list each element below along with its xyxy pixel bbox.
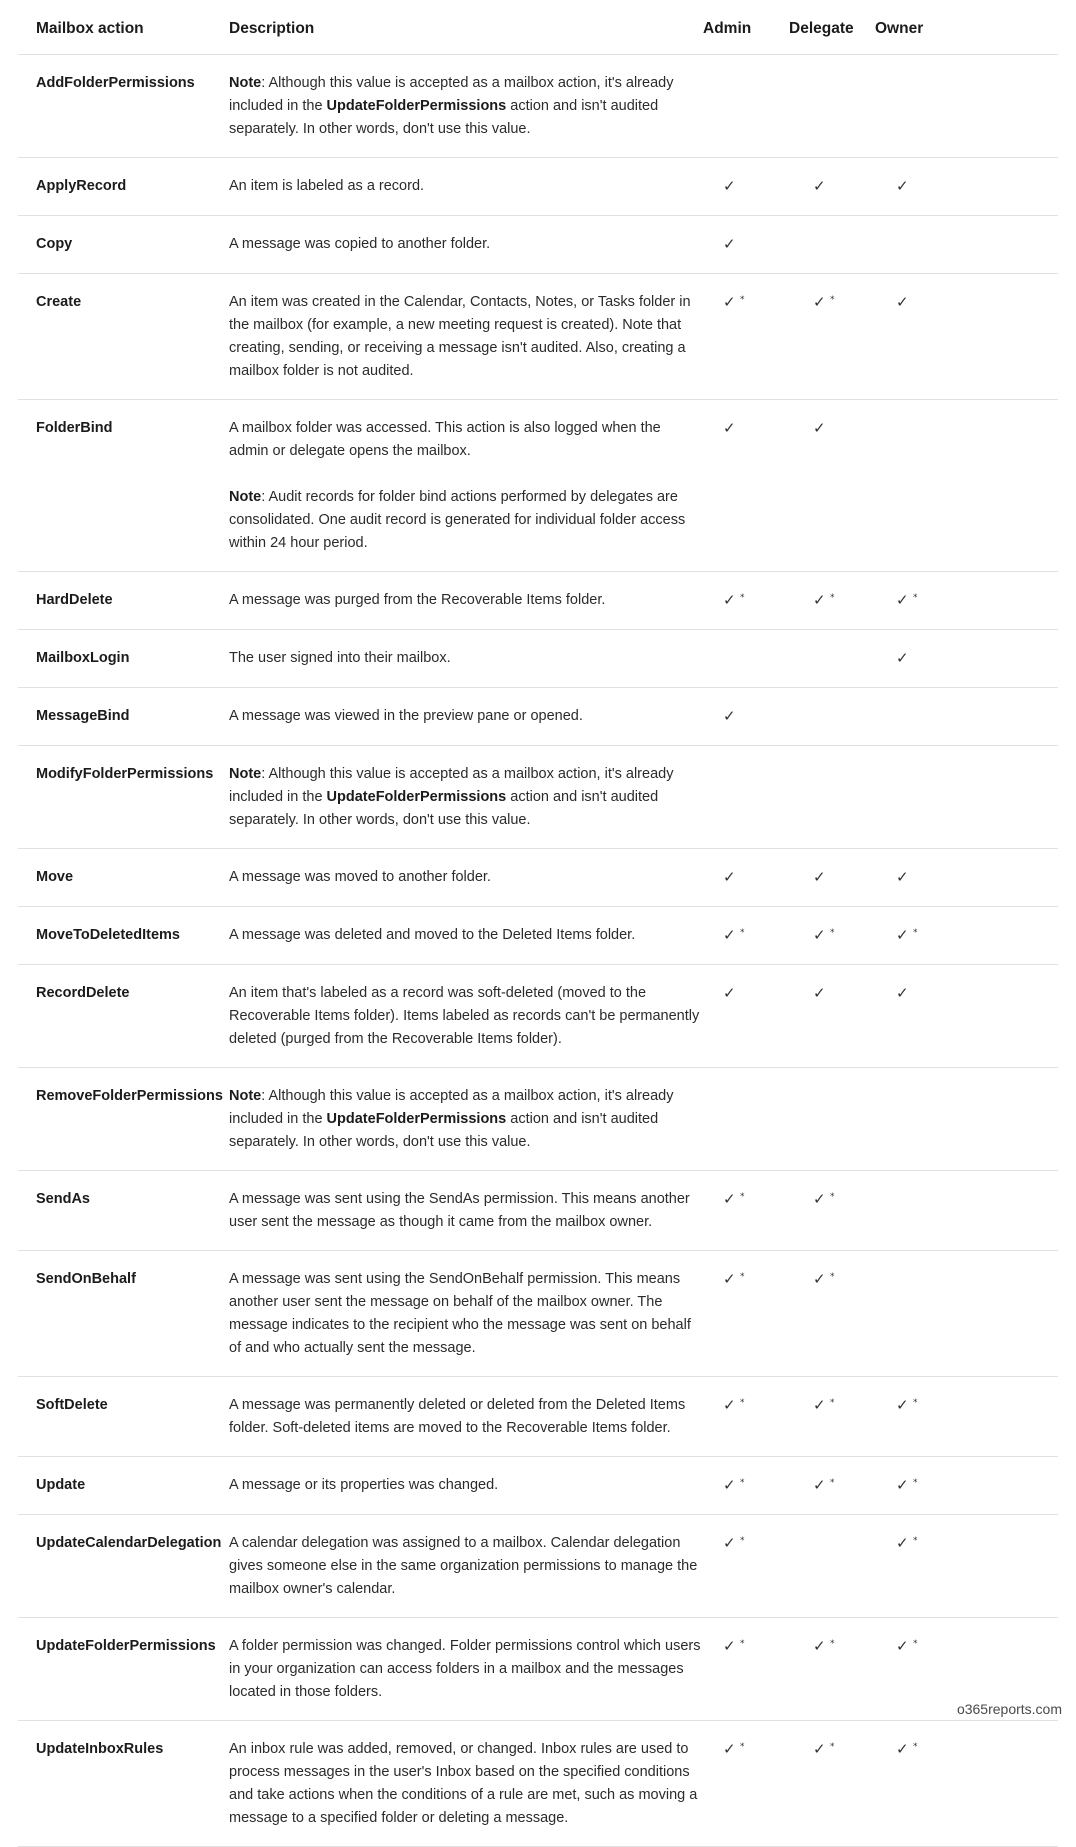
admin-cell	[703, 215, 789, 273]
owner-cell	[875, 571, 1058, 629]
delegate-cell	[789, 687, 875, 745]
delegate-cell	[789, 964, 875, 1067]
description-text: A message was viewed in the preview pane or opened.	[229, 707, 583, 724]
table-row	[18, 906, 1058, 964]
description-paragraph	[229, 705, 703, 728]
mailbox-action-name: ModifyFolderPermissions	[18, 745, 229, 848]
mailbox-action-name: Update	[18, 1456, 229, 1514]
asterisk-marker: *	[740, 1535, 745, 1546]
action-description	[229, 273, 703, 399]
checkmark-glyph: ✓	[723, 590, 736, 609]
admin-cell	[703, 1067, 789, 1170]
description-paragraph	[229, 72, 703, 141]
description-text: A message was deleted and moved to the Deleted Items folder.	[229, 926, 636, 943]
checkmark-glyph: ✓	[813, 176, 826, 195]
asterisk-marker: *	[830, 592, 835, 603]
admin-cell	[703, 399, 789, 571]
action-description	[229, 848, 703, 906]
checkmark-icon	[813, 866, 826, 890]
watermark: o365reports.com	[956, 1701, 1062, 1717]
table-row	[18, 745, 1058, 848]
mailbox-action-name: SoftDelete	[18, 1376, 229, 1456]
description-paragraph	[229, 175, 703, 198]
delegate-cell	[789, 1250, 875, 1376]
checkmark-glyph: ✓	[813, 1189, 826, 1208]
action-description	[229, 687, 703, 745]
action-description	[229, 1617, 703, 1720]
description-paragraph	[229, 763, 703, 832]
admin-cell	[703, 1720, 789, 1846]
checkmark-icon	[723, 175, 736, 199]
asterisk-marker: *	[830, 1638, 835, 1649]
delegate-cell	[789, 1720, 875, 1846]
asterisk-marker: *	[830, 1271, 835, 1282]
description-text: A message was moved to another folder.	[229, 868, 491, 885]
asterisk-marker: *	[740, 1191, 745, 1202]
admin-cell	[703, 1456, 789, 1514]
action-description	[229, 1376, 703, 1456]
checkmark-icon	[813, 417, 826, 441]
asterisk-marker: *	[740, 1271, 745, 1282]
table-body	[18, 54, 1058, 1846]
description-text: The user signed into their mailbox.	[229, 649, 451, 666]
owner-cell	[875, 964, 1058, 1067]
mailbox-action-name: MessageBind	[18, 687, 229, 745]
checkmark-glyph: ✓	[723, 234, 736, 253]
owner-cell	[875, 273, 1058, 399]
checkmark-icon	[723, 291, 745, 315]
checkmark-icon	[813, 1188, 835, 1212]
mailbox-action-name: Create	[18, 273, 229, 399]
checkmark-icon	[813, 924, 835, 948]
checkmark-icon	[723, 417, 736, 441]
action-description	[229, 964, 703, 1067]
table-row	[18, 687, 1058, 745]
checkmark-glyph: ✓	[813, 1395, 826, 1414]
asterisk-marker: *	[740, 1397, 745, 1408]
admin-cell	[703, 273, 789, 399]
description-paragraph	[229, 924, 703, 947]
checkmark-icon	[896, 866, 909, 890]
checkmark-icon	[813, 1738, 835, 1762]
checkmark-icon	[896, 924, 918, 948]
description-paragraph	[229, 486, 703, 555]
owner-cell	[875, 906, 1058, 964]
checkmark-glyph: ✓	[813, 867, 826, 886]
mailbox-action-name: UpdateInboxRules	[18, 1720, 229, 1846]
delegate-cell	[789, 848, 875, 906]
checkmark-icon	[813, 175, 826, 199]
owner-cell	[875, 687, 1058, 745]
description-text: An item is labeled as a record.	[229, 177, 425, 194]
checkmark-icon	[723, 1268, 745, 1292]
description-paragraph	[229, 233, 703, 256]
asterisk-marker: *	[830, 1477, 835, 1488]
mailbox-action-name: UpdateCalendarDelegation	[18, 1514, 229, 1617]
checkmark-glyph: ✓	[896, 648, 909, 667]
checkmark-glyph: ✓	[896, 1533, 909, 1552]
delegate-cell	[789, 399, 875, 571]
checkmark-icon	[896, 1738, 918, 1762]
description-text: An item that's labeled as a record was soft-deleted (moved to the Recoverable Items folder). Items labeled as records can't be permanently deleted (purged from the Recoverable Items folder).	[229, 984, 700, 1047]
owner-cell	[875, 1514, 1058, 1617]
checkmark-glyph: ✓	[813, 1269, 826, 1288]
description-bold-text: Note	[229, 765, 262, 782]
table-row	[18, 157, 1058, 215]
owner-cell	[875, 215, 1058, 273]
delegate-cell	[789, 1514, 875, 1617]
checkmark-glyph: ✓	[723, 418, 736, 437]
checkmark-glyph: ✓	[896, 1739, 909, 1758]
table-row	[18, 1067, 1058, 1170]
table-row	[18, 1720, 1058, 1846]
description-paragraph	[229, 417, 703, 463]
checkmark-glyph: ✓	[813, 292, 826, 311]
checkmark-glyph: ✓	[896, 176, 909, 195]
action-description	[229, 215, 703, 273]
checkmark-glyph: ✓	[896, 1636, 909, 1655]
delegate-cell	[789, 273, 875, 399]
asterisk-marker: *	[830, 1741, 835, 1752]
description-bold-text: Note	[229, 74, 262, 91]
description-paragraph	[229, 1738, 703, 1830]
owner-cell	[875, 1376, 1058, 1456]
asterisk-marker: *	[913, 592, 918, 603]
table-row	[18, 54, 1058, 157]
admin-cell	[703, 1376, 789, 1456]
checkmark-glyph: ✓	[813, 983, 826, 1002]
action-description	[229, 1456, 703, 1514]
checkmark-glyph: ✓	[896, 292, 909, 311]
checkmark-glyph: ✓	[896, 867, 909, 886]
delegate-cell	[789, 215, 875, 273]
admin-cell	[703, 1250, 789, 1376]
description-text: : Although this value is accepted as a mailbox action, it's already included in the	[229, 765, 674, 805]
delegate-cell	[789, 1376, 875, 1456]
checkmark-glyph: ✓	[896, 1475, 909, 1494]
table-row	[18, 1376, 1058, 1456]
owner-cell	[875, 848, 1058, 906]
description-text: action and isn't audited separately. In other words, don't use this value.	[229, 97, 659, 137]
checkmark-glyph: ✓	[723, 1739, 736, 1758]
description-text: A message was sent using the SendOnBehalf permission. This means another user sent the message on behalf of the mailbox owner. The message indicates to the recipient who the message was sent on behalf of and who actually sent the message.	[229, 1270, 691, 1356]
owner-cell	[875, 629, 1058, 687]
description-bold-text: UpdateFolderPermissions	[326, 1110, 507, 1127]
owner-cell	[875, 1170, 1058, 1250]
table-row	[18, 629, 1058, 687]
admin-cell	[703, 571, 789, 629]
checkmark-icon	[896, 1394, 918, 1418]
action-description	[229, 1170, 703, 1250]
asterisk-marker: *	[740, 1741, 745, 1752]
description-paragraph	[229, 1085, 703, 1154]
asterisk-marker: *	[913, 1397, 918, 1408]
checkmark-glyph: ✓	[723, 1533, 736, 1552]
description-text: : Audit records for folder bind actions performed by delegates are consolidated. One audit record is generated for individual folder access within 24 hour period.	[229, 488, 686, 551]
table-row	[18, 571, 1058, 629]
delegate-cell	[789, 157, 875, 215]
mailbox-action-name: MailboxLogin	[18, 629, 229, 687]
checkmark-glyph: ✓	[723, 1475, 736, 1494]
checkmark-glyph: ✓	[896, 1395, 909, 1414]
asterisk-marker: *	[913, 1477, 918, 1488]
action-description	[229, 157, 703, 215]
checkmark-glyph: ✓	[723, 1189, 736, 1208]
checkmark-glyph: ✓	[813, 590, 826, 609]
delegate-cell	[789, 1617, 875, 1720]
checkmark-glyph: ✓	[896, 925, 909, 944]
asterisk-marker: *	[913, 1638, 918, 1649]
mailbox-action-name: Copy	[18, 215, 229, 273]
checkmark-glyph: ✓	[723, 1395, 736, 1414]
owner-cell	[875, 157, 1058, 215]
table-row	[18, 399, 1058, 571]
mailbox-audit-table	[18, 0, 1058, 1847]
checkmark-glyph: ✓	[813, 1636, 826, 1655]
owner-cell	[875, 1067, 1058, 1170]
asterisk-marker: *	[740, 927, 745, 938]
description-paragraph	[229, 647, 703, 670]
description-paragraph	[229, 1474, 703, 1497]
table-row	[18, 1456, 1058, 1514]
checkmark-icon	[723, 1474, 745, 1498]
description-paragraph	[229, 589, 703, 612]
checkmark-glyph: ✓	[813, 418, 826, 437]
asterisk-marker: *	[740, 1638, 745, 1649]
description-text: : Although this value is accepted as a mailbox action, it's already included in the	[229, 74, 674, 114]
asterisk-marker: *	[740, 294, 745, 305]
mailbox-action-name: UpdateFolderPermissions	[18, 1617, 229, 1720]
header-delegate: Delegate	[789, 0, 875, 54]
header-owner: Owner	[875, 0, 1058, 54]
description-bold-text: Note	[229, 1087, 262, 1104]
checkmark-icon	[723, 1532, 745, 1556]
header-mailbox-action: Mailbox action	[18, 0, 229, 54]
table-row	[18, 215, 1058, 273]
action-description	[229, 399, 703, 571]
admin-cell	[703, 745, 789, 848]
checkmark-icon	[896, 982, 909, 1006]
description-text: An inbox rule was added, removed, or changed. Inbox rules are used to process messages in the user's Inbox based on the specified conditions and take actions when the conditions of a rule are met, such as moving a message to a specified folder or deleting a message.	[229, 1740, 698, 1826]
owner-cell	[875, 399, 1058, 571]
description-text: A mailbox folder was accessed. This action is also logged when the admin or delegate opens the mailbox.	[229, 419, 661, 459]
checkmark-icon	[723, 705, 736, 729]
checkmark-icon	[813, 1474, 835, 1498]
description-text: A message was copied to another folder.	[229, 235, 491, 252]
table-row	[18, 1170, 1058, 1250]
checkmark-glyph: ✓	[723, 292, 736, 311]
action-description	[229, 1250, 703, 1376]
delegate-cell	[789, 1067, 875, 1170]
owner-cell	[875, 1456, 1058, 1514]
mailbox-action-name: MoveToDeletedItems	[18, 906, 229, 964]
checkmark-icon	[723, 1738, 745, 1762]
checkmark-icon	[896, 175, 909, 199]
asterisk-marker: *	[830, 927, 835, 938]
owner-cell	[875, 1720, 1058, 1846]
checkmark-icon	[813, 1635, 835, 1659]
owner-cell	[875, 745, 1058, 848]
description-paragraph	[229, 866, 703, 889]
admin-cell	[703, 1514, 789, 1617]
checkmark-icon	[723, 1394, 745, 1418]
table-row	[18, 1514, 1058, 1617]
asterisk-marker: *	[913, 1535, 918, 1546]
checkmark-icon	[813, 589, 835, 613]
admin-cell	[703, 54, 789, 157]
description-paragraph	[229, 1635, 703, 1704]
description-text: action and isn't audited separately. In other words, don't use this value.	[229, 788, 659, 828]
action-description	[229, 1514, 703, 1617]
checkmark-icon	[813, 982, 826, 1006]
checkmark-icon	[723, 924, 745, 948]
delegate-cell	[789, 1170, 875, 1250]
checkmark-icon	[813, 1394, 835, 1418]
asterisk-marker: *	[830, 294, 835, 305]
admin-cell	[703, 687, 789, 745]
asterisk-marker: *	[830, 1191, 835, 1202]
table-row	[18, 848, 1058, 906]
action-description	[229, 54, 703, 157]
checkmark-glyph: ✓	[896, 590, 909, 609]
description-paragraph	[229, 1268, 703, 1360]
description-paragraph	[229, 1188, 703, 1234]
delegate-cell	[789, 1456, 875, 1514]
table-row	[18, 273, 1058, 399]
delegate-cell	[789, 906, 875, 964]
checkmark-icon	[896, 1532, 918, 1556]
description-text: A message was purged from the Recoverable Items folder.	[229, 591, 606, 608]
header-description: Description	[229, 0, 703, 54]
mailbox-action-name: RemoveFolderPermissions	[18, 1067, 229, 1170]
checkmark-icon	[813, 1268, 835, 1292]
delegate-cell	[789, 54, 875, 157]
mailbox-action-name: HardDelete	[18, 571, 229, 629]
checkmark-icon	[723, 1188, 745, 1212]
checkmark-icon	[723, 233, 736, 257]
checkmark-glyph: ✓	[723, 1636, 736, 1655]
table-header-row	[18, 0, 1058, 54]
description-text: A calendar delegation was assigned to a mailbox. Calendar delegation gives someone else in the same organization permissions to manage the mailbox owner's calendar.	[229, 1534, 698, 1597]
admin-cell	[703, 964, 789, 1067]
checkmark-icon	[723, 982, 736, 1006]
header-admin: Admin	[703, 0, 789, 54]
asterisk-marker: *	[740, 592, 745, 603]
table-row	[18, 1250, 1058, 1376]
mailbox-action-name: AddFolderPermissions	[18, 54, 229, 157]
action-description	[229, 571, 703, 629]
description-paragraph	[229, 291, 703, 383]
checkmark-glyph: ✓	[723, 983, 736, 1002]
asterisk-marker: *	[830, 1397, 835, 1408]
checkmark-glyph: ✓	[723, 867, 736, 886]
description-text: A message was permanently deleted or deleted from the Deleted Items folder. Soft-deleted items are moved to the Recoverable Items folder.	[229, 1396, 686, 1436]
checkmark-icon	[896, 291, 909, 315]
asterisk-marker: *	[913, 1741, 918, 1752]
delegate-cell	[789, 629, 875, 687]
description-paragraph	[229, 1532, 703, 1601]
owner-cell	[875, 54, 1058, 157]
mailbox-action-name: Move	[18, 848, 229, 906]
action-description	[229, 1720, 703, 1846]
mailbox-action-name: SendOnBehalf	[18, 1250, 229, 1376]
description-text: : Although this value is accepted as a mailbox action, it's already included in the	[229, 1087, 674, 1127]
description-text: action and isn't audited separately. In other words, don't use this value.	[229, 1110, 659, 1150]
description-text: A folder permission was changed. Folder permissions control which users in your organization can access folders in a mailbox and the messages located in those folders.	[229, 1637, 701, 1700]
action-description	[229, 745, 703, 848]
action-description	[229, 629, 703, 687]
description-paragraph	[229, 1394, 703, 1440]
admin-cell	[703, 1617, 789, 1720]
mailbox-action-name: SendAs	[18, 1170, 229, 1250]
checkmark-glyph: ✓	[896, 983, 909, 1002]
checkmark-icon	[723, 1635, 745, 1659]
admin-cell	[703, 906, 789, 964]
owner-cell	[875, 1250, 1058, 1376]
checkmark-icon	[896, 1474, 918, 1498]
description-text: A message was sent using the SendAs permission. This means another user sent the message as though it came from the mailbox owner.	[229, 1190, 690, 1230]
checkmark-glyph: ✓	[813, 1475, 826, 1494]
checkmark-glyph: ✓	[813, 1739, 826, 1758]
admin-cell	[703, 629, 789, 687]
description-bold-text: UpdateFolderPermissions	[326, 97, 507, 114]
mailbox-action-name: ApplyRecord	[18, 157, 229, 215]
checkmark-icon	[896, 1635, 918, 1659]
table-row	[18, 1617, 1058, 1720]
checkmark-icon	[723, 866, 736, 890]
admin-cell	[703, 1170, 789, 1250]
action-description	[229, 1067, 703, 1170]
asterisk-marker: *	[913, 927, 918, 938]
description-paragraph	[229, 982, 703, 1051]
checkmark-glyph: ✓	[723, 706, 736, 725]
description-text: A message or its properties was changed.	[229, 1476, 499, 1493]
delegate-cell	[789, 745, 875, 848]
description-bold-text: Note	[229, 488, 262, 505]
checkmark-icon	[813, 291, 835, 315]
checkmark-glyph: ✓	[723, 925, 736, 944]
checkmark-glyph: ✓	[813, 925, 826, 944]
asterisk-marker: *	[740, 1477, 745, 1488]
table-row	[18, 964, 1058, 1067]
checkmark-icon	[723, 589, 745, 613]
admin-cell	[703, 157, 789, 215]
mailbox-action-name: FolderBind	[18, 399, 229, 571]
checkmark-icon	[896, 589, 918, 613]
admin-cell	[703, 848, 789, 906]
description-bold-text: UpdateFolderPermissions	[326, 788, 507, 805]
description-text: An item was created in the Calendar, Contacts, Notes, or Tasks folder in the mailbox (for example, a new meeting request is created). Note that creating, sending, or receiving a message isn't audited. Also, creating a mailbox folder is not audited.	[229, 293, 691, 379]
action-description	[229, 906, 703, 964]
checkmark-glyph: ✓	[723, 1269, 736, 1288]
checkmark-glyph: ✓	[723, 176, 736, 195]
mailbox-action-name: RecordDelete	[18, 964, 229, 1067]
delegate-cell	[789, 571, 875, 629]
checkmark-icon	[896, 647, 909, 671]
